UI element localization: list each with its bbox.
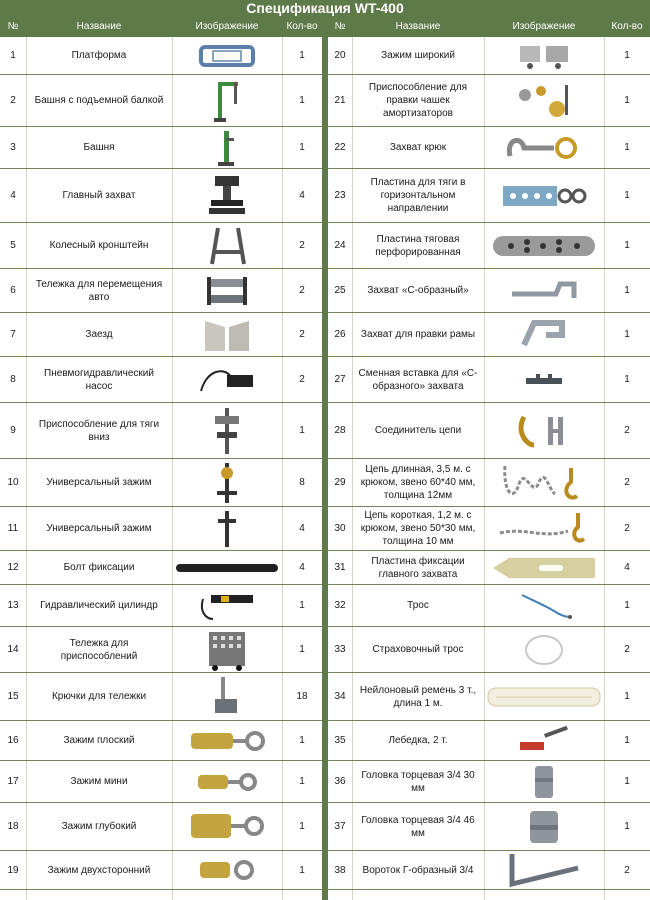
- item-qty: 8: [299, 477, 305, 488]
- item-name: Соединитель цепи: [374, 425, 462, 436]
- item-qty: 2: [624, 644, 630, 655]
- socket-46-icon: [484, 803, 604, 850]
- header-image-right: Изображение: [512, 21, 576, 32]
- item-number: 12: [7, 562, 19, 573]
- socket-30-icon: [484, 761, 604, 802]
- item-number: 9: [10, 425, 16, 436]
- item-name: Вороток Г-образный 3/4: [362, 864, 474, 876]
- winch-icon: [484, 721, 604, 760]
- item-name: Башня: [83, 142, 115, 153]
- item-name: Гидравлический цилиндр: [40, 600, 158, 611]
- item-name: Крючки для тележки: [51, 691, 147, 702]
- item-name: Головка торцевая 3/4 46 мм: [361, 814, 475, 839]
- item-number: 32: [334, 600, 346, 611]
- item-qty: 1: [624, 240, 630, 251]
- item-qty: 1: [299, 776, 305, 787]
- item-name: Платформа: [71, 50, 127, 61]
- item-number: 37: [334, 821, 346, 832]
- item-qty: 1: [299, 600, 305, 611]
- item-number: 6: [10, 285, 16, 296]
- cable-icon: [484, 585, 604, 626]
- item-number: 27: [334, 374, 346, 385]
- item-number: 22: [334, 142, 346, 153]
- item-name: Страховочный трос: [372, 644, 464, 655]
- header-image: Изображение: [195, 21, 259, 32]
- item-qty: 4: [299, 562, 305, 573]
- hydraulic-cylinder-icon: [172, 585, 282, 626]
- item-number: 31: [334, 562, 346, 573]
- item-qty: 1: [624, 776, 630, 787]
- item-name: Приспособление для тяги вниз: [38, 418, 160, 443]
- item-number: 18: [7, 821, 19, 832]
- fixing-bolt-icon: [172, 551, 282, 584]
- item-qty: 1: [624, 821, 630, 832]
- item-name: Зажим глубокий: [61, 821, 137, 832]
- chain-connector-icon: [484, 403, 604, 458]
- item-number: 20: [334, 50, 346, 61]
- frame-grip-icon: [484, 313, 604, 356]
- item-name: Нейлоновый ремень 3 т., длина 1 м.: [359, 684, 477, 709]
- item-number: 7: [10, 329, 16, 340]
- item-name: Башня с подъемной балкой: [34, 95, 164, 106]
- item-number: 15: [7, 691, 19, 702]
- item-qty: 2: [299, 240, 305, 251]
- item-number: 8: [10, 374, 16, 385]
- item-number: 26: [334, 329, 346, 340]
- item-number: 4: [10, 190, 16, 201]
- item-name: Захват крюк: [389, 142, 447, 153]
- item-qty: 2: [299, 374, 305, 385]
- deep-clamp-icon: [172, 803, 282, 850]
- item-number: 14: [7, 644, 19, 655]
- item-name: Зажим плоский: [63, 735, 135, 746]
- item-name: Захват для правки рамы: [360, 329, 476, 340]
- item-qty: 1: [624, 285, 630, 296]
- item-number: 3: [10, 142, 16, 153]
- car-dolly-icon: [172, 269, 282, 312]
- item-name: Лебедка, 2 т.: [388, 735, 448, 746]
- item-qty: 1: [624, 374, 630, 385]
- item-qty: 2: [624, 477, 630, 488]
- item-number: 17: [7, 776, 19, 787]
- item-number: 16: [7, 735, 19, 746]
- item-qty: 1: [299, 95, 305, 106]
- item-name: Универсальный зажим: [46, 477, 152, 488]
- item-number: 24: [334, 240, 346, 251]
- item-qty: 18: [296, 691, 308, 702]
- header-qty-right: Кол-во: [611, 21, 643, 32]
- item-name: Главный захват: [62, 190, 136, 201]
- item-qty: 1: [299, 50, 305, 61]
- item-number: 34: [334, 691, 346, 702]
- pull-down-tool-icon: [172, 403, 282, 458]
- main-clamp-icon: [172, 169, 282, 222]
- item-name: Зажим двухсторонний: [47, 864, 151, 876]
- item-name: Трос: [407, 600, 429, 611]
- header-num-right: №: [334, 21, 346, 32]
- item-number: 25: [334, 285, 346, 296]
- insert-icon: [484, 357, 604, 402]
- item-name: Заезд: [85, 329, 113, 340]
- item-number: 1: [10, 50, 16, 61]
- short-chain-icon: [484, 507, 604, 550]
- item-qty: 1: [299, 644, 305, 655]
- item-name: Зажим широкий: [381, 50, 455, 61]
- item-qty: 2: [299, 285, 305, 296]
- item-qty: 1: [624, 142, 630, 153]
- header-name: Название: [76, 21, 122, 32]
- item-qty: 1: [299, 821, 305, 832]
- hook-grip-icon: [484, 127, 604, 168]
- item-number: 29: [334, 477, 346, 488]
- item-name: Пластина фиксации главного захвата: [371, 555, 465, 580]
- horizontal-pull-plate-icon: [484, 169, 604, 222]
- double-clamp-icon: [172, 851, 282, 889]
- item-name: Колесный кронштейн: [49, 240, 149, 251]
- shock-cup-tool-icon: [484, 75, 604, 126]
- pump-icon: [172, 357, 282, 402]
- item-qty: 1: [624, 95, 630, 106]
- universal-clamp-2-icon: [172, 507, 282, 550]
- item-number: 35: [334, 735, 346, 746]
- tool-cart-icon: [172, 627, 282, 672]
- fixing-plate-icon: [484, 551, 604, 584]
- center-divider: [322, 17, 328, 900]
- ramp-icon: [172, 313, 282, 356]
- tower-icon: [172, 127, 282, 168]
- header-qty: Кол-во: [286, 21, 318, 32]
- item-name: Пластина для тяги в горизонтальном направлении: [370, 177, 466, 214]
- item-name: Тележка для приспособлений: [60, 637, 138, 662]
- header-num: №: [7, 21, 19, 32]
- item-name: Цепь длинная, 3,5 м. с крюком, звено 60*40 мм, толщина 12мм: [360, 464, 476, 501]
- item-name: Захват «С-образный»: [367, 285, 469, 296]
- header-name-right: Название: [395, 21, 441, 32]
- item-qty: 2: [624, 425, 630, 436]
- item-name: Сменная вставка для «С-образного» захвата: [358, 367, 478, 392]
- perforated-plate-icon: [484, 223, 604, 268]
- item-name: Цепь короткая, 1,2 м. с крюком, звено 50*30 мм, толщина 10 мм: [360, 510, 476, 547]
- item-number: 21: [334, 95, 346, 106]
- item-qty: 1: [299, 864, 305, 876]
- flat-clamp-icon: [172, 721, 282, 760]
- item-number: 10: [7, 477, 19, 488]
- item-number: 28: [334, 425, 346, 436]
- cart-hooks-icon: [172, 673, 282, 720]
- item-qty: 1: [299, 142, 305, 153]
- c-grip-icon: [484, 269, 604, 312]
- item-number: 36: [334, 776, 346, 787]
- item-number: 38: [334, 864, 346, 876]
- item-qty: 1: [624, 600, 630, 611]
- item-qty: 2: [624, 523, 630, 534]
- item-name: Пневмогидравлический насос: [44, 367, 154, 392]
- tower-beam-icon: [172, 75, 282, 126]
- item-number: 33: [334, 644, 346, 655]
- universal-clamp-icon: [172, 459, 282, 506]
- item-qty: 1: [624, 50, 630, 61]
- item-name: Пластина тяговая перфорированная: [375, 233, 461, 258]
- platform-icon: [172, 37, 282, 74]
- nylon-strap-icon: [484, 673, 604, 720]
- item-number: 23: [334, 190, 346, 201]
- item-name: Головка торцевая 3/4 30 мм: [361, 769, 475, 794]
- item-number: 11: [7, 523, 19, 534]
- item-qty: 1: [299, 425, 305, 436]
- wheel-bracket-icon: [172, 223, 282, 268]
- item-number: 2: [10, 95, 16, 106]
- wide-clamp-icon: [484, 37, 604, 74]
- item-name: Приспособление для правки чашек амортизаторов: [368, 82, 468, 119]
- item-qty: 2: [624, 864, 630, 876]
- item-number: 5: [10, 240, 16, 251]
- item-number: 13: [7, 600, 19, 611]
- item-name: Универсальный зажим: [46, 523, 152, 534]
- item-qty: 4: [299, 190, 305, 201]
- item-name: Болт фиксации: [63, 562, 135, 573]
- item-name: Зажим мини: [70, 776, 128, 787]
- item-number: 30: [334, 523, 346, 534]
- item-qty: 4: [624, 562, 630, 573]
- item-qty: 1: [624, 735, 630, 746]
- long-chain-icon: [484, 459, 604, 506]
- item-qty: 1: [299, 735, 305, 746]
- page-title: Спецификация WT-400: [0, 0, 650, 17]
- safety-cable-icon: [484, 627, 604, 672]
- item-name: Тележка для перемещения авто: [35, 278, 163, 303]
- item-qty: 1: [624, 691, 630, 702]
- item-qty: 4: [299, 523, 305, 534]
- item-qty: 1: [624, 190, 630, 201]
- mini-clamp-icon: [172, 761, 282, 802]
- l-wrench-icon: [484, 851, 604, 889]
- item-qty: 1: [624, 329, 630, 340]
- item-qty: 2: [299, 329, 305, 340]
- item-number: 19: [7, 864, 19, 876]
